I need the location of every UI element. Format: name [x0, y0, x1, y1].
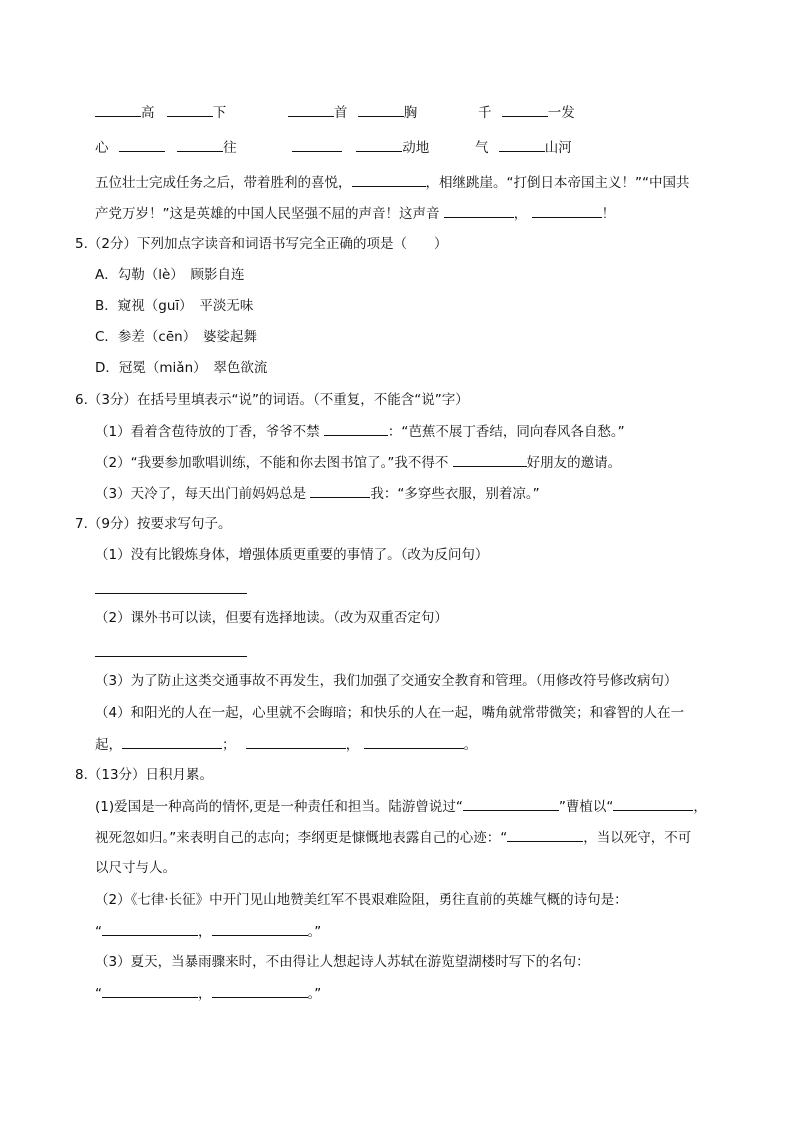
q8-text: “	[95, 924, 102, 940]
answer-blank[interactable]	[532, 203, 602, 218]
passage-text: ，	[513, 206, 528, 222]
q7-sentence-3: （3）为了防止这类交通事故不再发生，我们加强了交通安全教育和管理。（用修改符号修改病句）	[95, 673, 678, 689]
idiom-row-2-c	[475, 137, 572, 158]
q8-text: ，	[693, 799, 707, 815]
passage-text: 五位壮士完成任务之后，带着胜利的喜悦，	[95, 175, 352, 191]
q7-text: ；	[222, 737, 236, 753]
q6-sentence-1	[95, 421, 625, 442]
q7-text: 。	[463, 737, 478, 753]
q5-title: 5.（2分）下列加点字读音和词语书写完全正确的项是（ ）	[75, 236, 448, 252]
answer-blank[interactable]	[502, 102, 548, 117]
idiom-row-1	[95, 102, 226, 123]
q5-option-b[interactable]: B．窥视（guī） 平淡无味	[95, 298, 254, 314]
q7-sentence-2: （2）课外书可以读，但要有选择地读。（改为双重否定句）	[95, 610, 448, 626]
q8-sentence-2-answer	[95, 921, 321, 942]
q8-text: 。”	[307, 924, 322, 940]
q8-sentence-1-line-2	[95, 827, 691, 848]
idiom-row-2-b	[292, 137, 429, 158]
passage-line-2	[95, 203, 615, 224]
q7-sentence-1: （1）没有比锻炼身体，增强体质更重要的事情了。（改为反问句）	[95, 547, 489, 563]
q8-text: ，	[198, 924, 212, 940]
idiom-row-2	[95, 137, 237, 158]
idiom-char: 千	[478, 105, 492, 121]
answer-line[interactable]	[95, 656, 247, 657]
answer-blank[interactable]	[288, 102, 334, 117]
q7-text: ，	[345, 737, 360, 753]
q7-text: 起，	[95, 737, 122, 753]
q6-text: 好朋友的邀请。	[526, 455, 622, 471]
q6-title: 6.（3分）在括号里填表示“说”的词语。（不重复，不能含“说”字）	[75, 392, 469, 408]
answer-blank[interactable]	[499, 137, 545, 152]
answer-blank[interactable]	[463, 796, 559, 811]
passage-line-1	[95, 172, 689, 193]
answer-blank[interactable]	[95, 102, 141, 117]
q8-text: “	[95, 986, 102, 1002]
q6-sentence-3	[95, 483, 540, 504]
answer-blank[interactable]	[358, 102, 404, 117]
q8-sentence-3-answer	[95, 983, 321, 1004]
q8-sentence-1-line-1	[95, 796, 707, 817]
q7-title: 7.（9分）按要求写句子。	[75, 516, 232, 532]
answer-blank[interactable]	[444, 203, 514, 218]
q7-sentence-4: （4）和阳光的人在一起，心里就不会晦暗；和快乐的人在一起，嘴角就常带微笑；和睿智的人在一	[95, 705, 685, 721]
q8-text: ”曹植以“	[558, 799, 614, 815]
answer-blank[interactable]	[102, 983, 198, 998]
answer-blank[interactable]	[177, 137, 223, 152]
answer-blank[interactable]	[102, 921, 198, 936]
answer-blank[interactable]	[122, 734, 222, 749]
passage-text: ，相继跳崖。“打倒日本帝国主义！”“中国共	[425, 175, 690, 191]
passage-text: 产党万岁！”这是英雄的中国人民坚强不屈的声音！这声音	[95, 206, 440, 222]
answer-blank[interactable]	[324, 421, 388, 436]
answer-blank[interactable]	[613, 796, 693, 811]
idiom-char: 高	[141, 105, 155, 121]
answer-blank[interactable]	[119, 137, 165, 152]
q8-sentence-3: （3）夏天，当暴雨骤来时，不由得让人想起诗人苏轼在游览望湖楼时写下的名句：	[95, 954, 590, 970]
idiom-row-1-b	[288, 102, 417, 123]
idiom-char: 一发	[547, 105, 575, 121]
q6-sentence-2	[95, 452, 621, 473]
q8-title: 8.（13分）日积月累。	[75, 767, 214, 783]
q8-text: ，	[198, 986, 212, 1002]
answer-blank[interactable]	[167, 102, 213, 117]
answer-blank[interactable]	[292, 137, 342, 152]
answer-blank[interactable]	[212, 921, 308, 936]
q6-text: （3）天冷了，每天出门前妈妈总是	[95, 486, 307, 502]
idiom-char: 胸	[403, 105, 418, 121]
answer-blank[interactable]	[212, 983, 308, 998]
q8-sentence-1-line-3: 以尺寸与人。	[95, 860, 176, 876]
idiom-char: 下	[212, 105, 227, 121]
q6-text: ：“芭蕉不展丁香结，同向春风各自愁。”	[387, 424, 625, 440]
idiom-char: 动地	[402, 140, 430, 156]
answer-blank[interactable]	[310, 483, 370, 498]
answer-blank[interactable]	[352, 172, 426, 187]
idiom-char: 往	[223, 140, 237, 156]
q6-text: 我：“多穿些衣服，别着凉。”	[370, 486, 540, 502]
q5-option-c[interactable]: C．参差（cēn） 婆娑起舞	[95, 329, 257, 345]
q8-text: (1)爱国是一种高尚的情怀,更是一种责任和担当。陆游曾说过“	[95, 799, 463, 815]
passage-text: ！	[601, 206, 616, 222]
q5-option-d[interactable]: D．冠冕（miǎn） 翠色欲流	[95, 360, 268, 376]
idiom-row-1-c	[478, 102, 575, 123]
q8-text: ，当以死守，不可	[583, 830, 692, 846]
idiom-char: 山河	[544, 140, 572, 156]
q7-sentence-4-line-2	[95, 734, 477, 755]
q8-text: 视死忽如归。”来表明自己的志向；李纲更是慷慨地表露自己的心迹：“	[95, 830, 508, 846]
answer-blank[interactable]	[453, 452, 527, 467]
idiom-char: 心	[95, 140, 109, 156]
answer-blank[interactable]	[507, 827, 583, 842]
answer-line[interactable]	[95, 593, 247, 594]
q8-text: 。”	[307, 986, 322, 1002]
idiom-char: 气	[475, 140, 489, 156]
q5-option-a[interactable]: A．勾勒（lè） 顾影自连	[95, 267, 245, 283]
idiom-char: 首	[334, 105, 348, 121]
answer-blank[interactable]	[356, 137, 402, 152]
q8-sentence-2: （2）《七律·长征》中开门见山地赞美红军不畏艰难险阻，勇往直前的英雄气概的诗句是：	[95, 892, 628, 908]
q6-text: （2）“我要参加歌唱训练，不能和你去图书馆了。”我不得不	[95, 455, 449, 471]
q6-text: （1）看着含苞待放的丁香，爷爷不禁	[95, 424, 320, 440]
answer-blank[interactable]	[364, 734, 464, 749]
answer-blank[interactable]	[246, 734, 346, 749]
